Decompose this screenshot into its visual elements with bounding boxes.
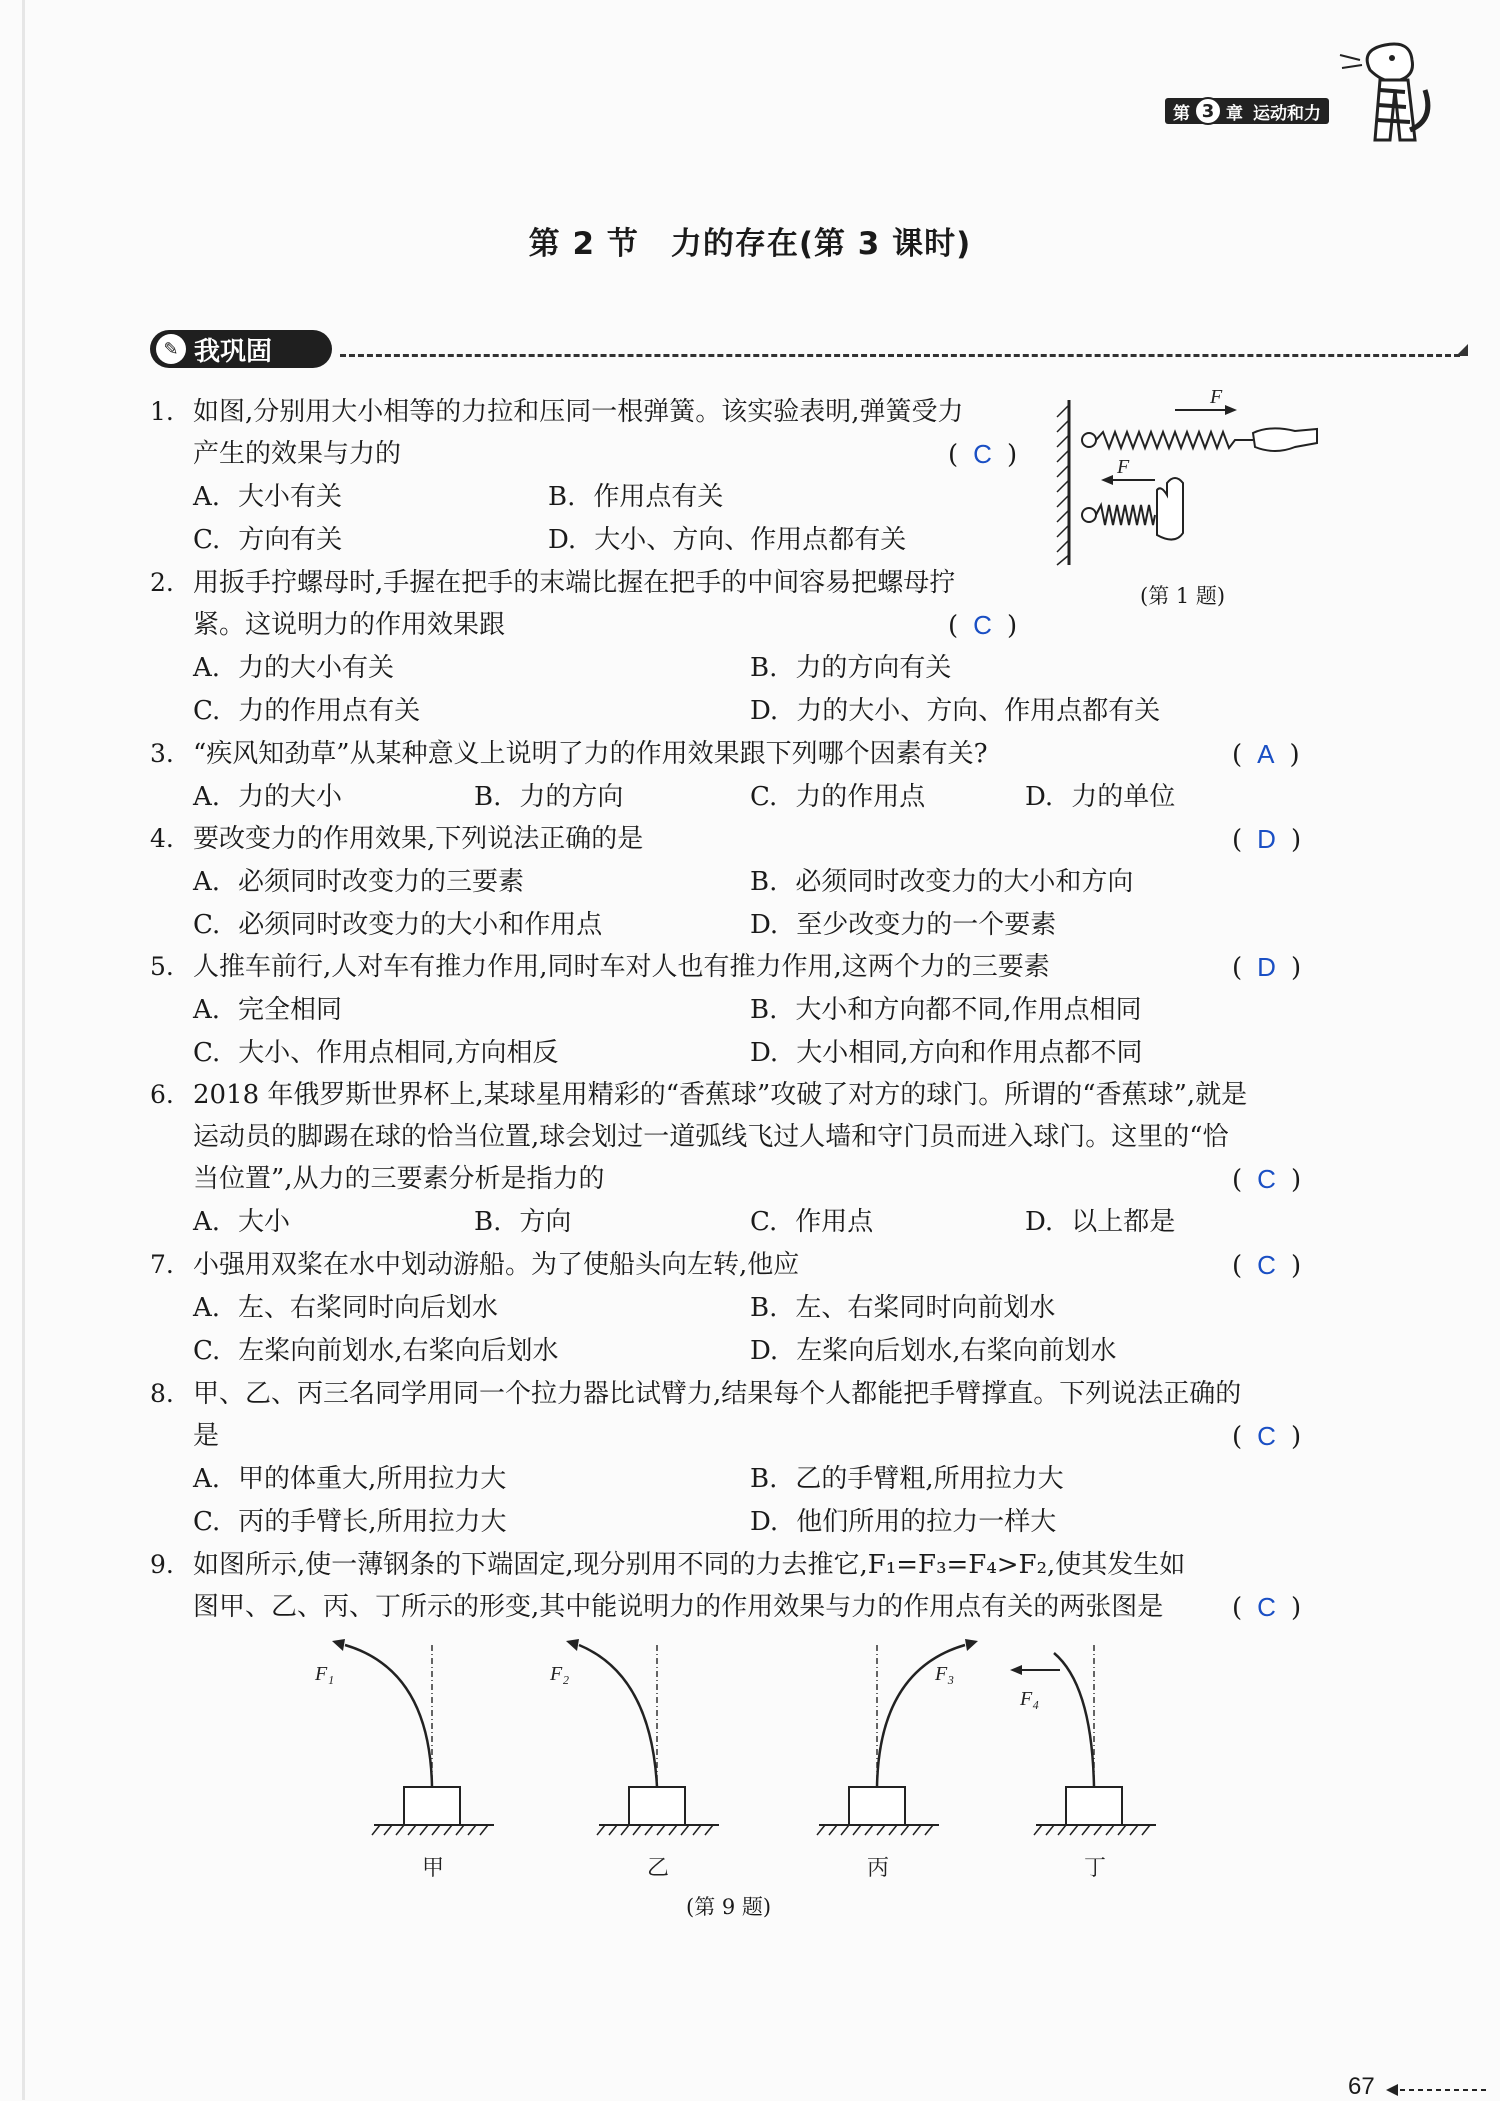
spring-compressed xyxy=(1096,505,1155,525)
panel-label: 甲 xyxy=(422,1856,445,1881)
option-label: C. xyxy=(193,525,221,555)
answer-value: D xyxy=(1257,824,1277,854)
question-text: 2018 年俄罗斯世界杯上,某球星用精彩的“香蕉球”攻破了对方的球门。所谓的“香蕉球”,就是 xyxy=(193,1080,1248,1110)
wall-hatching xyxy=(1057,405,1069,565)
option-label: D. xyxy=(750,1038,779,1068)
option xyxy=(750,908,1056,942)
option xyxy=(750,1462,1064,1496)
question-text: 人推车前行,人对车有推力作用,同时车对人也有推力作用,这两个力的三要素 xyxy=(193,952,1050,982)
panel-label: 丁 xyxy=(1084,1856,1107,1881)
answer-value: C xyxy=(973,439,993,469)
option-label: D. xyxy=(750,696,779,726)
option-label: D. xyxy=(548,525,577,555)
option xyxy=(193,1334,559,1368)
question-number: 8. xyxy=(150,1379,174,1408)
hand-pushing-icon xyxy=(1157,478,1183,540)
question-text: 产生的效果与力的 xyxy=(193,439,402,469)
option-label: C. xyxy=(193,910,221,940)
question-text: 要改变力的作用效果,下列说法正确的是 xyxy=(193,824,644,854)
panel-bing xyxy=(817,1639,978,1881)
section-name: 力的存在(第 3 课时) xyxy=(670,226,972,262)
option xyxy=(548,480,723,514)
option-label: C. xyxy=(750,782,778,812)
option xyxy=(750,1205,873,1239)
option-label: A. xyxy=(193,482,221,512)
banner-divider xyxy=(340,354,1460,357)
spring-stretched xyxy=(1096,432,1253,448)
force-label: F₂ xyxy=(550,1663,570,1685)
force-label: F xyxy=(1210,386,1223,408)
answer-slot: ( C ) xyxy=(1232,1421,1303,1452)
option xyxy=(1025,780,1175,814)
question-number: 1. xyxy=(150,397,174,426)
option-text: 力的大小、方向、作用点都有关 xyxy=(796,696,1161,726)
option-text: 方向有关 xyxy=(238,525,343,555)
option-label: A. xyxy=(193,867,221,897)
option-text: 必须同时改变力的大小和方向 xyxy=(795,867,1134,897)
page-spine xyxy=(22,0,25,2100)
question-text: 运动员的脚踢在球的恰当位置,球会划过一道弧线飞过人墙和守门员而进入球门。这里的“恰 xyxy=(193,1122,1229,1152)
answer-slot: ( C ) xyxy=(1232,1250,1303,1281)
option xyxy=(193,651,394,685)
option-label: B. xyxy=(750,867,778,897)
option xyxy=(193,1505,507,1539)
option xyxy=(750,1505,1056,1539)
answer-value: C xyxy=(1257,1250,1277,1280)
chapter-badge xyxy=(1165,98,1329,124)
option xyxy=(193,1205,290,1239)
option-text: 力的方向有关 xyxy=(795,653,952,683)
option-text: 左、右桨同时向前划水 xyxy=(795,1293,1056,1323)
option-label: D. xyxy=(1025,1207,1054,1237)
figure-9-steel-strip-diagram xyxy=(315,1625,1180,1885)
option xyxy=(548,523,906,557)
option-text: 他们所用的拉力一样大 xyxy=(796,1507,1057,1537)
option xyxy=(193,1291,498,1325)
option xyxy=(750,694,1160,728)
question-text: 当位置”,从力的三要素分析是指力的 xyxy=(193,1164,605,1194)
section-title xyxy=(0,218,1500,263)
option-text: 力的方向 xyxy=(519,782,624,812)
question-text: 是 xyxy=(193,1421,220,1451)
answer-slot: ( A ) xyxy=(1232,739,1301,770)
question-text: 甲、乙、丙三名同学用同一个拉力器比试臂力,结果每个人都能把手臂撑直。下列说法正确的 xyxy=(193,1379,1242,1409)
chapter-title: 运动和力 xyxy=(1253,103,1321,124)
answer-value: C xyxy=(1257,1421,1277,1451)
option-text: 乙的手臂粗,所用拉力大 xyxy=(795,1464,1064,1494)
option-label: A. xyxy=(193,995,221,1025)
option-label: A. xyxy=(193,1293,221,1323)
option-text: 甲的体重大,所用拉力大 xyxy=(238,1464,507,1494)
option xyxy=(750,1291,1055,1325)
chapter-suffix: 章 xyxy=(1226,103,1243,124)
answer-value: C xyxy=(1257,1592,1277,1622)
banner-label: 我巩固 xyxy=(194,336,273,367)
option-label: D. xyxy=(750,1336,779,1366)
option-text: 大小和方向都不同,作用点相同 xyxy=(795,995,1142,1025)
force-label: F₄ xyxy=(1020,1688,1040,1710)
option-label: C. xyxy=(193,1336,221,1366)
question-number: 5. xyxy=(150,952,174,981)
question-text: 用扳手拧螺母时,手握在把手的末端比握在把手的中间容易把螺母拧 xyxy=(193,568,956,598)
panel-yi xyxy=(549,1639,719,1881)
option-text: 力的大小有关 xyxy=(238,653,395,683)
option-text: 大小相同,方向和作用点都不同 xyxy=(796,1038,1143,1068)
chapter-number: 3 xyxy=(1194,97,1222,125)
chapter-header xyxy=(1165,97,1329,125)
option-label: D. xyxy=(750,910,779,940)
option xyxy=(750,780,925,814)
option-label: A. xyxy=(193,653,221,683)
answer-value: A xyxy=(1257,739,1276,769)
banner-pill xyxy=(150,330,332,368)
option-text: 左桨向前划水,右桨向后划水 xyxy=(238,1336,559,1366)
option-label: B. xyxy=(548,482,576,512)
answer-slot: ( C ) xyxy=(948,610,1019,641)
chapter-prefix: 第 xyxy=(1173,103,1190,124)
figure-caption: (第 1 题) xyxy=(1140,584,1226,608)
option-text: 大小 xyxy=(238,1207,291,1237)
page-number: 67 xyxy=(1348,2073,1375,2100)
option-label: A. xyxy=(193,782,221,812)
question-number: 2. xyxy=(150,568,174,597)
answer-slot: ( C ) xyxy=(948,439,1019,470)
question-text: 如图所示,使一薄钢条的下端固定,现分别用不同的力去推它,F₁=F₃=F₄>F₂,使其发生如 xyxy=(193,1550,1186,1580)
question-text: “疾风知劲草”从某种意义上说明了力的作用效果跟下列哪个因素有关? xyxy=(193,739,988,769)
option xyxy=(193,523,342,557)
option xyxy=(193,694,420,728)
option-text: 作用点 xyxy=(795,1207,874,1237)
option xyxy=(750,1036,1142,1070)
question-number: 3. xyxy=(150,739,174,768)
option xyxy=(193,993,342,1027)
answer-slot: ( D ) xyxy=(1232,824,1303,855)
option-label: B. xyxy=(750,995,778,1025)
hand-pulling-icon xyxy=(1253,428,1317,451)
option-text: 方向 xyxy=(519,1207,572,1237)
option-text: 力的单位 xyxy=(1071,782,1176,812)
answer-slot: ( C ) xyxy=(1232,1592,1303,1623)
option-label: C. xyxy=(193,696,221,726)
question-number: 7. xyxy=(150,1250,174,1279)
question-text: 图甲、乙、丙、丁所示的形变,其中能说明力的作用效果与力的作用点有关的两张图是 xyxy=(193,1592,1164,1622)
figure-caption: (第 9 题) xyxy=(686,1895,772,1919)
answer-value: D xyxy=(1257,952,1277,982)
force-label: F₃ xyxy=(935,1663,955,1685)
option-label: A. xyxy=(193,1464,221,1494)
question-number: 9. xyxy=(150,1550,174,1579)
option-text: 大小、方向、作用点都有关 xyxy=(594,525,907,555)
option xyxy=(193,865,524,899)
question-text: 如图,分别用大小相等的力拉和压同一根弹簧。该实验表明,弹簧受力 xyxy=(193,397,964,427)
question-text: 小强用双桨在水中划动游船。为了使船头向左转,他应 xyxy=(193,1250,800,1280)
panel-ding xyxy=(1010,1645,1156,1881)
option-label: B. xyxy=(750,1293,778,1323)
force-label: F xyxy=(1117,456,1130,478)
option-label: D. xyxy=(1025,782,1054,812)
option-label: B. xyxy=(750,653,778,683)
option-text: 大小、作用点相同,方向相反 xyxy=(238,1038,559,1068)
option-text: 丙的手臂长,所用拉力大 xyxy=(238,1507,507,1537)
option xyxy=(750,993,1142,1027)
option xyxy=(474,780,623,814)
option xyxy=(750,865,1133,899)
section-number: 第 2 节 xyxy=(528,226,639,262)
option xyxy=(750,651,951,685)
option-text: 左桨向后划水,右桨向前划水 xyxy=(796,1336,1117,1366)
option-label: B. xyxy=(474,782,502,812)
option-label: C. xyxy=(750,1207,778,1237)
option-text: 力的作用点 xyxy=(795,782,926,812)
page-arrow-icon xyxy=(1386,2084,1486,2096)
option xyxy=(193,780,342,814)
option-label: C. xyxy=(193,1507,221,1537)
force-label: F₁ xyxy=(315,1663,335,1685)
question-text: 紧。这说明力的作用效果跟 xyxy=(193,610,506,640)
option-label: C. xyxy=(193,1038,221,1068)
question-number: 6. xyxy=(150,1080,174,1109)
option-text: 大小有关 xyxy=(238,482,343,512)
question-number: 4. xyxy=(150,824,174,853)
option-text: 必须同时改变力的三要素 xyxy=(238,867,525,897)
option-text: 完全相同 xyxy=(238,995,343,1025)
option-text: 力的作用点有关 xyxy=(238,696,421,726)
option xyxy=(193,908,602,942)
option xyxy=(1025,1205,1175,1239)
option-label: B. xyxy=(750,1464,778,1494)
pencil-box-icon: ✎ xyxy=(156,334,186,364)
answer-slot: ( D ) xyxy=(1232,952,1303,983)
option-label: D. xyxy=(750,1507,779,1537)
option xyxy=(474,1205,571,1239)
option xyxy=(750,1334,1116,1368)
panel-label: 丙 xyxy=(867,1856,890,1881)
tiger-mascot-icon xyxy=(1340,30,1435,170)
option-text: 作用点有关 xyxy=(593,482,724,512)
option-text: 以上都是 xyxy=(1071,1207,1176,1237)
option-label: A. xyxy=(193,1207,221,1237)
option-text: 左、右桨同时向后划水 xyxy=(238,1293,499,1323)
panel-jia xyxy=(314,1639,494,1881)
option xyxy=(193,1036,559,1070)
option xyxy=(193,480,342,514)
figure-1-spring-diagram xyxy=(1055,385,1325,570)
answer-value: C xyxy=(1257,1164,1277,1194)
option-label: B. xyxy=(474,1207,502,1237)
option-text: 至少改变力的一个要素 xyxy=(796,910,1057,940)
option xyxy=(193,1462,506,1496)
answer-value: C xyxy=(973,610,993,640)
option-text: 必须同时改变力的大小和作用点 xyxy=(238,910,603,940)
option-text: 力的大小 xyxy=(238,782,343,812)
panel-label: 乙 xyxy=(647,1856,670,1881)
answer-slot: ( C ) xyxy=(1232,1164,1303,1195)
banner-end-mark xyxy=(1456,344,1468,356)
